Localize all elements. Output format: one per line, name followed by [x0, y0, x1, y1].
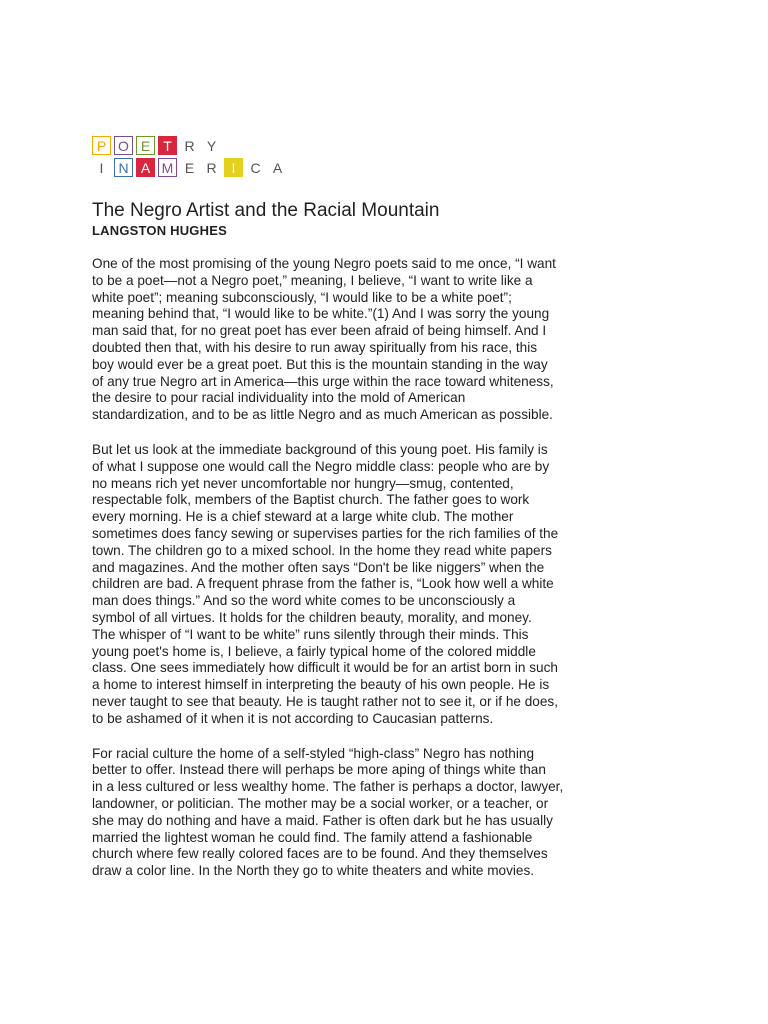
- text-line: young poet's home is, I believe, a fairly typical home of the colored middle: [92, 643, 536, 659]
- logo-letter: I: [224, 158, 243, 177]
- logo-letter: Y: [206, 137, 217, 154]
- text-line: class. One sees immediately how difficult it would be for an artist born in such: [92, 660, 558, 676]
- logo-letter: N: [114, 158, 133, 177]
- body-paragraph: [92, 256, 684, 424]
- text-line: landowner, or politician. The mother may be a social worker, or a teacher, or: [92, 795, 549, 811]
- logo-letter: A: [272, 159, 283, 176]
- logo-letter: A: [136, 158, 155, 177]
- text-line: respectable folk, members of the Baptist church. The father goes to work: [92, 492, 530, 508]
- text-line: never taught to see that beauty. He is taught rather not to see it, or if he does,: [92, 693, 558, 709]
- logo-letter: E: [184, 159, 195, 176]
- document-author: LANGSTON HUGHES: [92, 223, 227, 238]
- logo-letter: M: [158, 158, 177, 177]
- logo-letter: R: [206, 159, 217, 176]
- text-line: sometimes does fancy sewing or supervises parties for the rich families of the: [92, 525, 559, 541]
- logo-row-in-america: [92, 158, 290, 177]
- text-line: standardization, and to be as little Negro and as much American as possible.: [92, 407, 553, 423]
- logo-letter: T: [158, 136, 177, 155]
- logo-letter: I: [99, 159, 104, 176]
- text-line: church where few really colored faces are to be found. And they themselves: [92, 846, 548, 862]
- text-line: white poet”; meaning subconsciously, “I would like to be a white poet”;: [92, 289, 512, 305]
- text-line: every morning. He is a chief steward at a large white club. The mother: [92, 509, 514, 525]
- text-line: draw a color line. In the North they go to white theaters and white movies.: [92, 863, 535, 879]
- logo-row-poetry: [92, 136, 224, 155]
- text-line: symbol of all virtues. It holds for the children beauty, morality, and money.: [92, 609, 532, 625]
- text-line: a home to interest himself in interpreting the beauty of his own people. He is: [92, 677, 550, 693]
- text-line: no means rich yet never uncomfortable nor hungry—smug, contented,: [92, 475, 514, 491]
- logo-letter: R: [184, 137, 195, 154]
- text-line: doubted then that, with his desire to run away spiritually from his race, this: [92, 339, 538, 355]
- text-line: to be ashamed of it when it is not according to Caucasian patterns.: [92, 710, 494, 726]
- text-line: of any true Negro art in America—this urge within the race toward whiteness,: [92, 373, 554, 389]
- text-line: she may do nothing and have a maid. Father is often dark but he has usually: [92, 812, 553, 828]
- logo-letter: C: [250, 159, 261, 176]
- body-paragraph: [92, 746, 684, 880]
- text-line: in a less cultured or less wealthy home. The father is perhaps a doctor, lawyer,: [92, 779, 564, 795]
- text-line: the desire to pour racial individuality into the mold of American: [92, 390, 466, 406]
- document-title: The Negro Artist and the Racial Mountain: [92, 200, 440, 221]
- text-line: better to offer. Instead there will perhaps be more aping of things white than: [92, 762, 546, 778]
- text-line: of what I suppose one would call the Negro middle class: people who are by: [92, 458, 550, 474]
- logo-letter: E: [136, 136, 155, 155]
- text-line: children are bad. A frequent phrase from the father is, “Look how well a white: [92, 576, 554, 592]
- text-line: to be a poet—not a Negro poet,” meaning, I believe, “I want to write like a: [92, 272, 533, 288]
- logo-letter: O: [114, 136, 133, 155]
- poetry-in-america-logo: [92, 136, 302, 180]
- text-line: The whisper of “I want to be white” runs silently through their minds. This: [92, 626, 529, 642]
- text-line: married the lightest woman he could find. The family attend a fashionable: [92, 829, 533, 845]
- text-line: town. The children go to a mixed school. In the home they read white papers: [92, 542, 552, 558]
- text-line: and magazines. And the mother often says “Don't be like niggers” when the: [92, 559, 545, 575]
- text-line: One of the most promising of the young Negro poets said to me once, “I want: [92, 256, 556, 271]
- document-body: [92, 256, 684, 898]
- text-line: boy would ever be a great poet. But this is the mountain standing in the way: [92, 356, 548, 372]
- text-line: man said that, for no great poet has ever been afraid of being himself. And I: [92, 323, 547, 339]
- text-line: man does things.” And so the word white comes to be unconsciously a: [92, 593, 516, 609]
- body-paragraph: [92, 442, 684, 728]
- text-line: But let us look at the immediate background of this young poet. His family is: [92, 441, 548, 457]
- text-line: meaning behind that, “I would like to be white.”(1) And I was sorry the young: [92, 306, 550, 322]
- logo-letter: P: [92, 136, 111, 155]
- text-line: For racial culture the home of a self-styled “high-class” Negro has nothing: [92, 745, 535, 761]
